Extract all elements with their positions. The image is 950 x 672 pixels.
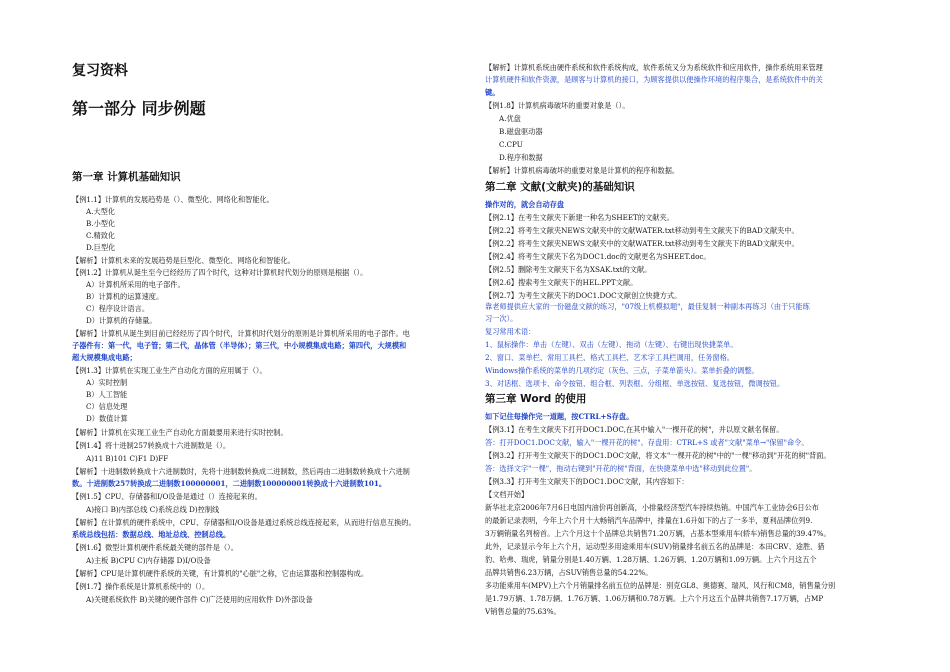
option: A.大型化: [86, 207, 116, 216]
option: D）数值计算: [86, 414, 128, 423]
option: C）信息处理: [86, 402, 128, 411]
terms-item: 3、对话框、选项卡、命令按钮、组合框、列表框、分组框、单选按钮、复选按钮，微调按钮。: [485, 379, 785, 388]
chapter2-heading: 第二章 文献(文献夹)的基础知识: [485, 181, 635, 193]
doc-body: 新华社北京2006年7月6日电国内油价再创新高，小排量经济型汽车持续热销。中国汽车工业协会6日公布: [485, 503, 819, 512]
option: C）程序设计语言。: [86, 304, 150, 313]
doc-body: 豹、哈弗、瑞虎，销量分别是1.40万辆、1.28万辆、1.26万辆、1.20万辆和1.09万辆。上六个月这五个: [485, 555, 817, 564]
analysis: 【解析】十进制数转换成十六进制数时，先将十进制数转换成二进制数，然后再由二进制数转换成十六进制: [72, 467, 410, 476]
part-heading: 第一部分 同步例题: [72, 99, 206, 118]
doc-title: 复习资料: [72, 63, 128, 79]
question-1-6: 【例1.6】微型计算机硬件系统最关键的部件是（）。: [72, 543, 238, 552]
question-1-5: 【例1.5】CPU、存储器和I/O设备是通过（）连接起来的。: [72, 492, 262, 501]
analysis-highlight: 子器件有：第一代，电子管；第二代，晶体管（半导体）；第三代，中小规模集成电路；第四代，大规模和: [72, 341, 407, 350]
terms-heading: 复习常用术语：: [485, 327, 536, 336]
question-2-4: 【例2.4】将考生文献夹下名为DOC1.doc的文献更名为SHEET.doc。: [485, 252, 711, 261]
doc-body: V销售总量的75.63%。: [485, 607, 561, 616]
question-3-2: 【例3.2】打开考生文献夹下的DOC1.DOC文献，将文本"一棵开花的树"中的"一棵"移动到"开花的树"背面。: [485, 451, 831, 460]
analysis: 【解析】CPU是计算机硬件系统的关键，有计算机的"心脏"之称，它由运算器和控制器构成。: [72, 569, 369, 578]
analysis-highlight: 数。十进制数257转换成二进制数100000001，二进制数100000001转换成十六进制数101。: [72, 479, 387, 488]
chapter3-subheading: 如下记住每操作完一道题，按CTRL+S存盘。: [485, 412, 634, 421]
doc-body: 多功能乘用车(MPV)上六个月销量排名前五位的品牌是：别克GL8、奥德赛、瑞风、风行和CM8，销售量分别: [485, 581, 836, 590]
option: A）实时控制: [86, 378, 128, 387]
doc-body: 3万辆销量名列榜首。上六个月这十个品牌总共销售71.20万辆，占基本型乘用车(轿车)销售总量的39.47%。: [485, 529, 831, 538]
question-1-2: 【例1.2】计算机从诞生至今已经经历了四个时代，这种对计算机时代划分的原则是根据（）。: [72, 268, 368, 277]
question-3-1: 【例3.1】在考生文献夹下打开DOC1.DOC,在其中输入"一棵开花的树"，并以原文献名保留。: [485, 425, 784, 434]
analysis: 【解析】计算机未来的发展趋势是巨型化、微型化、网络化和智能化。: [72, 256, 295, 265]
chapter3-heading: 第三章 Word 的使用: [485, 393, 587, 405]
option: A.优盘: [499, 114, 521, 123]
doc-body: 此外，记录显示今年上六个月，运动型多用途乘用车(SUV)销量排名前五名的品牌是：本田CRV、途胜、猎: [485, 542, 825, 551]
analysis: 计算机硬件和软件资源，是顾客与计算机的接口，为顾客提供以便操作环境的程序集合，是系统软件中的关: [485, 75, 823, 84]
option: C.精致化: [86, 231, 116, 240]
doc-body: 品牌共销售6.23万辆，占SUV销售总量的54.22%。: [485, 568, 653, 577]
note-text: 靠老师提供应大家的一份磁盘文献的练习，"07级上机模拟题"，最佳复制一种副本再练习（由于只能练: [485, 302, 810, 311]
analysis: 【解析】计算机系统由硬件系统和软件系统构成，软件系统又分为系统软件和应用软件，操作系统用来管理: [485, 63, 823, 72]
option: C.CPU: [499, 140, 523, 149]
doc-body: 是1.79万辆、1.78万辆、1.76万辆、1.06万辆和0.78万辆。上六个月这五个品牌共销售7.17万辆，占MP: [485, 594, 824, 603]
terms-item: Windows操作系统的菜单的几项约定（灰色、三点，子菜单箭头）。菜单折叠的调整。: [485, 366, 759, 375]
chapter1-heading: 第一章 计算机基础知识: [72, 171, 181, 183]
option: A）计算机所采用的电子部件。: [86, 280, 185, 289]
question-3-3: 【例3.3】打开考生文献夹下的DOC1.DOC文献，其内容如下：: [485, 477, 689, 486]
analysis: 【解析】计算机在实现工业生产自动化方面最要用来进行实时控制。: [72, 428, 288, 437]
terms-item: 1、鼠标操作：单击（左键）、双击（左键）、拖动（左键）、右键出现快捷菜单。: [485, 340, 738, 349]
doc-start-marker: 【文档开始】: [485, 490, 529, 499]
option: D）计算机的存储量。: [86, 316, 157, 325]
question-2-1: 【例2.1】在考生文献夹下新建一种名为SHEET的文献夹。: [485, 213, 674, 222]
options-row: A)接口 B)内部总线 C)系统总线 D)控制线: [86, 505, 220, 514]
question-2-7: 【例2.7】为考生文献夹下的DOC1.DOC文献创立快捷方式。: [485, 291, 682, 300]
question-1-8: 【例1.8】计算机病毒破坏的重要对象是（）。: [485, 101, 630, 110]
answer: 答：打开DOC1.DOC文献，输入"一棵开花的树"。存盘用：CTRL+S 或者"文献"菜单→"保留"命令。: [485, 438, 809, 447]
analysis: 键。: [485, 88, 500, 97]
analysis-highlight: 超大规模集成电路；: [72, 353, 137, 362]
question-1-3: 【例1.3】计算机在实现工业生产自动化方面的应用属于（）。: [72, 366, 267, 375]
option: B）人工智能: [86, 390, 128, 399]
question-2-6: 【例2.6】搜索考生文献夹下的HEL.PPT文献。: [485, 278, 638, 287]
analysis: 【解析】计算机病毒破坏的重要对象是计算机的程序和数据。: [485, 166, 680, 175]
terms-item: 2、窗口、菜单栏、常用工具栏、格式工具栏、艺术字工具栏调用，任务窗格。: [485, 353, 734, 362]
option: B）计算机的运算速度。: [86, 292, 164, 301]
analysis: 【解析】在计算机的硬件系统中，CPU、存储器和I/O设备是通过系统总线连接起来，从而进行信息互换的。: [72, 518, 416, 527]
question-1-4: 【例1.4】将十进制257转换成十六进制数是（）。: [72, 441, 231, 450]
question-2-5: 【例2.5】删除考生文献夹下名为XSAK.txt的文献。: [485, 265, 652, 274]
answer: 答：选择文字"一棵"，拖动右键到"开花的树"背面，在快捷菜单中选"移动到此位置"。: [485, 464, 757, 473]
analysis: 【解析】计算机从诞生到目前已经经历了四个时代，计算机时代划分的原则是计算机所采用的电子部件。电: [72, 329, 410, 338]
note-text: 习一次）。: [485, 314, 518, 323]
question-2-2: 【例2.2】将考生文献夹NEWS文献夹中的文献WATER.txt移动到考生文献夹下的BAD文献夹中。: [485, 226, 799, 235]
option: B.小型化: [86, 219, 116, 228]
chapter2-subheading: 操作对的，就会自动存盘: [485, 200, 565, 209]
doc-body: 的最新记录表明，今年上六个月十大畅销汽车品牌中，排量在1.6升如下的占了一多半，夏利品牌位列9.: [485, 516, 813, 525]
analysis-highlight: 系统总线包括：数据总线、地址总线、控制总线。: [72, 530, 231, 539]
option: D.巨型化: [86, 243, 116, 252]
options-row: A)主板 B)CPU C)内存储器 D)I/O设备: [86, 556, 211, 565]
options-row: A)11 B)101 C)F1 D)FF: [86, 454, 169, 463]
options-row: A)关键系统软件 B)关键的硬件部件 C)广泛使用的应用软件 D)外部设备: [86, 595, 313, 604]
question-2-3: 【例2.2】将考生文献夹NEWS文献夹中的文献WATER.txt移动到考生文献夹下的BAD文献夹中。: [485, 239, 799, 248]
option: B.磁盘驱动器: [499, 127, 543, 136]
question-1-1: 【例1.1】计算机的发展趋势是（）、微型化、网络化和智能化。: [72, 195, 274, 204]
option: D.程序和数据: [499, 153, 543, 162]
question-1-7: 【例1.7】操作系统是计算机系统中的（）。: [72, 582, 210, 591]
